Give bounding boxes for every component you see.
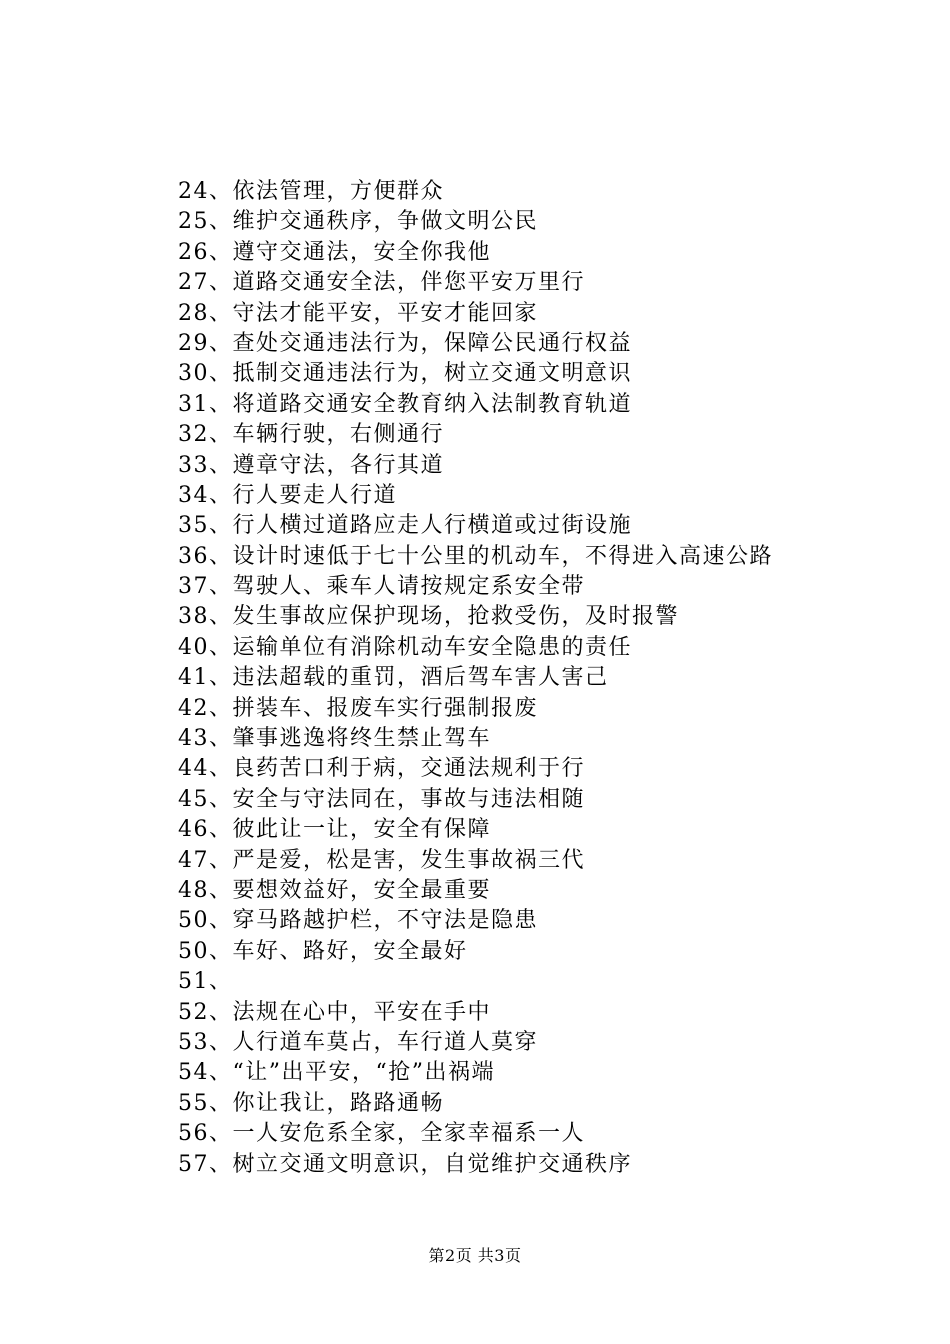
slogan-line: 41、违法超载的重罚，酒后驾车害人害己 [178,665,609,691]
slogan-line: 31、将道路交通安全教育纳入法制教育轨道 [178,391,632,417]
slogan-line: 27、道路交通安全法，伴您平安万里行 [178,270,585,296]
slogan-line: 42、拼装车、报废车实行强制报废 [178,695,538,721]
slogan-line: 53、人行道车莫占，车行道人莫穿 [178,1029,538,1055]
slogan-line: 44、良药苦口利于病，交通法规利于行 [178,756,585,782]
slogan-line: 51、 [178,969,233,995]
slogan-line: 24、依法管理，方便群众 [178,179,444,204]
slogan-line: 45、安全与守法同在，事故与违法相随 [178,786,585,812]
slogan-line: 56、一人安危系全家，全家幸福系一人 [178,1121,585,1147]
page-footer: 第2页 共3页 [428,1246,522,1265]
slogan-line: 55、你让我让，路路通畅 [178,1090,444,1116]
slogan-line: 35、行人横过道路应走人行横道或过街设施 [178,513,632,539]
slogan-line: 26、遵守交通法，安全你我他 [178,239,491,265]
slogan-line: 54、“让”出平安，“抢”出祸端 [178,1060,495,1086]
slogan-list [178,177,773,1180]
slogan-line: 50、穿马路越护栏，不守法是隐患 [178,908,538,934]
slogan-line: 47、严是爱，松是害，发生事故祸三代 [178,847,585,873]
slogan-line: 43、肇事逃逸将终生禁止驾车 [178,726,491,752]
slogan-line: 33、遵章守法，各行其道 [178,452,444,478]
slogan-line: 38、发生事故应保护现场，抢救受伤，及时报警 [178,604,679,630]
slogan-line: 46、彼此让一让，安全有保障 [178,817,491,843]
slogan-line: 57、树立交通文明意识，自觉维护交通秩序 [178,1151,632,1177]
slogan-line: 50、车好、路好，安全最好 [178,938,468,964]
slogan-line: 52、法规在心中，平安在手中 [178,999,491,1025]
slogan-line: 37、驾驶人、乘车人请按规定系安全带 [178,574,585,600]
slogan-line: 29、查处交通违法行为，保障公民通行权益 [178,330,632,356]
slogan-line: 36、设计时速低于七十公里的机动车，不得进入高速公路 [178,543,773,569]
slogan-line: 40、运输单位有消除机动车安全隐患的责任 [178,634,632,660]
slogan-line: 34、行人要走人行道 [178,482,397,508]
slogan-line: 32、车辆行驶，右侧通行 [178,422,444,448]
slogan-line: 25、维护交通秩序，争做文明公民 [178,209,538,235]
slogan-line: 28、守法才能平安，平安才能回家 [178,300,538,326]
slogan-line: 48、要想效益好，安全最重要 [178,877,491,903]
slogan-line: 30、抵制交通违法行为，树立交通文明意识 [178,361,632,387]
